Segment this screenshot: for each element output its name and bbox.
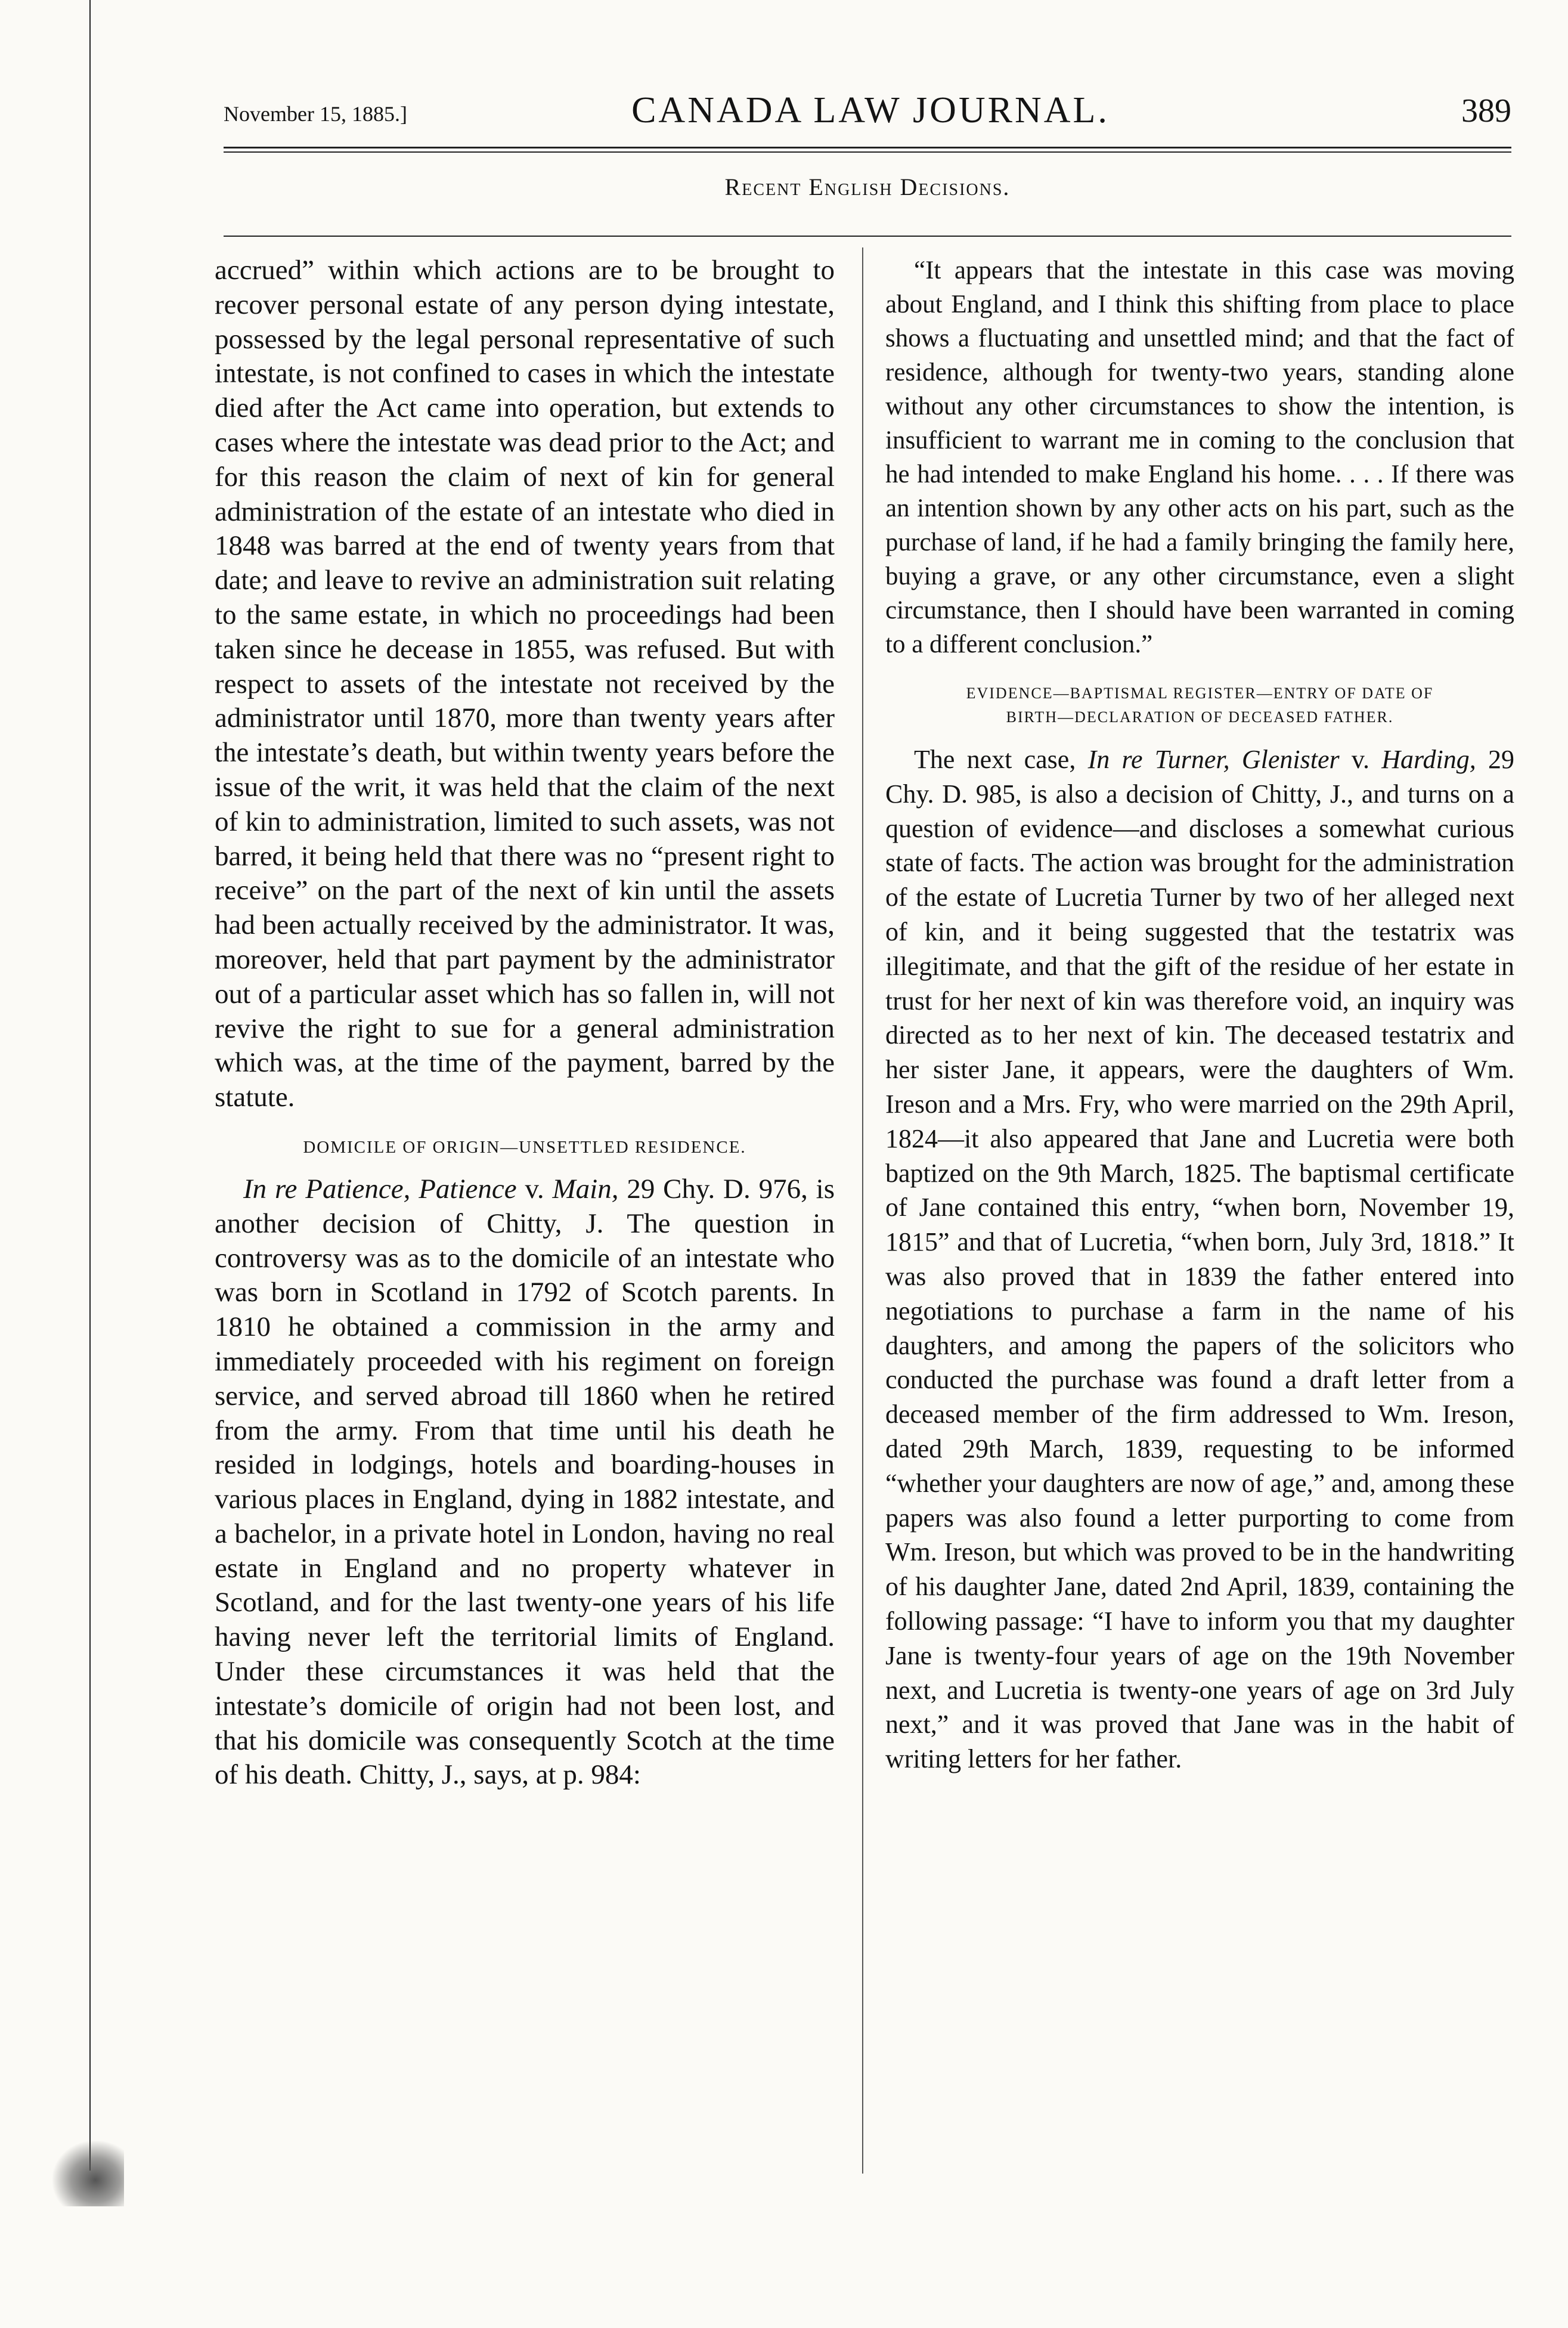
case-versus: v. xyxy=(525,1173,544,1205)
case-party-harding: Harding, xyxy=(1381,745,1476,774)
paragraph-turner-lead: The next case, xyxy=(914,745,1076,774)
paragraph-turner-text: 29 Chy. D. 985, is also a decision of Chitty, J., and turns on a question of evidence—and discloses a somewhat curious state of facts. The action was brought for the administration of the estate of Lucretia Turner by two of her alleged next of kin, and it being suggested that the testatrix was illegitimate, and that the gift of the residue of her estate in trust for her next of kin was therefore void, an inquiry was directed as to her next of kin. The deceased testatrix and her sister Jane, it appears, were the daughters of Wm. Ireson and a Mrs. Fry, who were married on the 29th April, 1824—it also appeared that Jane and Lucretia were both baptized on the 9th March, 1825. The baptismal certificate of Jane contained this entry, “when born, November 19, 1815” and that of Lucretia, “when born, July 3rd, 1818.” It was also proved that in 1839 the father entered into negotiations to purchase a farm in the name of his daughters, and among the papers of the solicitors who conducted the purchase was found a draft letter from a deceased member of the firm addressed to Wm. Ireson, dated 29th March, 1839, requesting to be informed “whether your daughters are now of age,” and, among these papers was also found a letter purporting to come from Wm. Ireson, but which was proved to be in the handwriting of his daughter Jane, dated 2nd April, 1839, containing the following passage: “I have to inform you that my daughter Jane is twenty-four years of age on the 19th November next, and Lucretia is twenty-one years of age on 3rd July next,” and it was proved that Jane was in the habit of writing letters for her father. xyxy=(885,745,1515,1774)
right-column xyxy=(885,253,1514,1776)
case-name-turner: In re Turner, Glenister xyxy=(1087,745,1340,774)
page-header xyxy=(224,89,1517,137)
subhead-evidence xyxy=(885,682,1514,729)
binding-line xyxy=(89,0,91,2171)
case-party-main: Main, xyxy=(552,1173,619,1205)
column-divider xyxy=(862,247,863,2174)
header-double-rule xyxy=(224,147,1511,153)
binding-smudge xyxy=(52,2141,124,2206)
paragraph-patience-text: 29 Chy. D. 976, is another decision of Chitty, J. The question in controversy was as to the domicile of an intestate who was born in Scotland in 1792 of Scotch parents. In 1810 he obtained a commission in the army and immediately proceeded with his regiment on foreign service, and served abroad till 1860 when he retired from the army. From that time until his death he resided in lodgings, hotels and boarding-houses in various places in England, dying in 1882 intestate, and a bachelor, in a private hotel in London, having no real estate in England and no property whatever in Scotland, and for the last twenty-one years of his life having never left the territorial limits of England. Under these circumstances it was held that the intestate’s domicile of origin had not been lost, and that his domicile was consequently Scotch at the time of his death. Chitty, J., says, at p. 984: xyxy=(215,1173,835,1791)
page-number: 389 xyxy=(1461,92,1511,129)
left-column xyxy=(215,253,835,1793)
case-name-patience: In re Patience, Patience xyxy=(243,1173,517,1205)
header-date: November 15, 1885.] xyxy=(224,102,407,126)
paragraph-limitation-intestate: accrued” within which actions are to be brought to recover personal estate of any person dying intestate, possessed by the legal personal representative of such intestate, is not confined to cases in which the intestate died after the Act came into operation, but extends to cases where the intestate was dead prior to the Act; and for this reason the claim of next of kin for general administration of the estate of an intestate who died in 1848 was barred at the end of twenty years from that date; and leave to revive an administration suit relating to the same estate, in which no proceedings had been taken since he decease in 1855, was refused. But with respect to assets of the intestate not received by the administrator until 1870, more than twenty years after the intestate’s death, but within twenty years before the issue of the writ, it was held that the claim of the next of kin to administration, limited to such assets, was not barred, it being held that there was no “present right to receive” on the part of the next of kin until the assets had been actually received by the administrator. It was, moreover, held that part payment by the administrator out of a particular asset which has so fallen in, will not revive the right to sue for a general administration which was, at the time of the payment, barred by the statute. xyxy=(215,255,835,1113)
journal-title: CANADA LAW JOURNAL. xyxy=(631,90,1110,131)
subhead-domicile: DOMICILE OF ORIGIN—UNSETTLED RESIDENCE. xyxy=(303,1137,746,1157)
paragraph-patience-case xyxy=(215,1172,835,1793)
case-versus-2: v. xyxy=(1351,745,1370,774)
section-title: Recent English Decisions. xyxy=(724,174,1011,200)
section-rule xyxy=(224,236,1511,237)
quote-chitty: “It appears that the intestate in this case was moving about England, and I think this shifting from place to place shows a fluctuating and unsettled mind; and that the fact of residence, although for twenty-two years, standing alone without any other circumstances to show the intention, is insufficient to warrant me in coming to the conclusion that he had intended to make England his home. . . . If there was an intention shown by any other acts on his part, such as the purchase of land, if he had a family bringing the family here, buying a grave, or any other circumstance, even a slight circumstance, then I should have been warranted in coming to a different conclusion.” xyxy=(885,256,1514,658)
paragraph-turner-case xyxy=(885,742,1514,1776)
subhead-evidence-line1: EVIDENCE—BAPTISMAL REGISTER—ENTRY OF DATE OF xyxy=(966,685,1434,702)
subhead-evidence-line2: BIRTH—DECLARATION OF DECEASED FATHER. xyxy=(1006,708,1394,726)
